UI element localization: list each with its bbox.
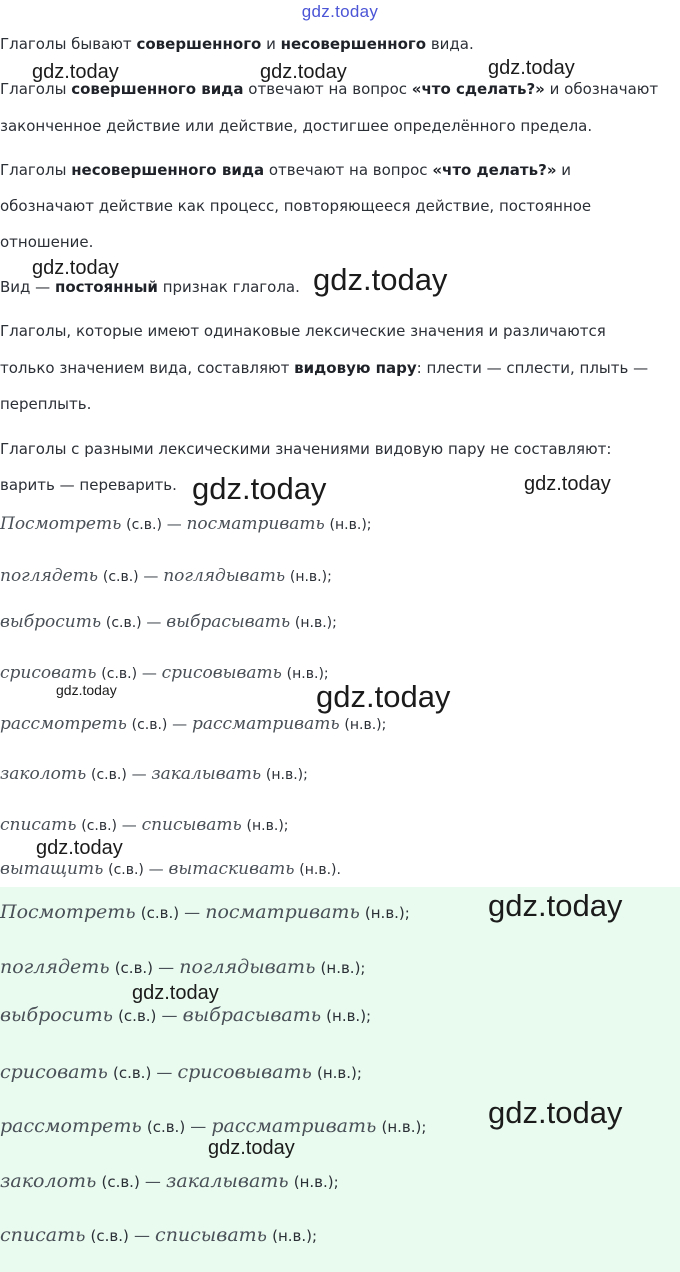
dash: — — [139, 1172, 166, 1191]
imperfective-verb: закалывать — [165, 1170, 289, 1192]
aspect-label: (с.в.) — [108, 862, 144, 878]
watermark: gdz.today — [488, 888, 623, 923]
punct: ; — [327, 569, 332, 585]
imperfective-verb: рассматривать — [211, 1115, 377, 1137]
watermark: gdz.today — [132, 982, 219, 1004]
watermark: gdz.today — [56, 682, 117, 698]
perfective-verb: рассмотреть — [0, 1115, 142, 1137]
text: Глаголы бывают — [0, 35, 137, 53]
punct: ; — [332, 615, 337, 631]
dash: — — [156, 1006, 183, 1025]
punct: ; — [283, 818, 289, 834]
punct: ; — [421, 1118, 427, 1136]
watermark: gdz.today — [32, 61, 119, 83]
imperfective-verb: выбрасывать — [182, 1004, 322, 1026]
bold-term: несовершенного — [280, 35, 427, 53]
answer-pair-6 — [0, 1170, 339, 1192]
perfective-verb: выбросить — [0, 1004, 113, 1026]
punct: ; — [356, 1064, 362, 1082]
aspect-label: (н.в.) — [293, 1173, 334, 1191]
text: и обозначают — [544, 80, 659, 98]
bold-term: совершенного вида — [71, 80, 244, 98]
punct: . — [336, 862, 341, 878]
watermark: gdz.today — [313, 262, 448, 297]
dash: — — [185, 1117, 212, 1136]
dash: — — [141, 613, 167, 631]
aspect-label: (с.в.) — [114, 959, 154, 977]
imperfective-verb: рассматривать — [191, 714, 340, 734]
imperfective-verb: вытаскивать — [168, 859, 295, 879]
watermark: gdz.today — [488, 57, 575, 79]
aspect-label: (н.в.) — [294, 615, 333, 631]
theory-line-4 — [0, 161, 571, 179]
answer-pair-2 — [0, 956, 365, 978]
punct: ; — [303, 767, 308, 783]
text: отвечают на вопрос — [243, 80, 412, 98]
watermark: gdz.today — [32, 257, 119, 279]
bold-term: совершенного — [136, 35, 262, 53]
verb-pair-7 — [0, 815, 289, 835]
theory-line-7 — [0, 278, 300, 296]
aspect-label: (с.в.) — [91, 767, 127, 783]
theory-line-10: переплыть. — [0, 395, 92, 413]
answer-pair-1 — [0, 901, 410, 923]
aspect-label: (с.в.) — [126, 517, 162, 533]
aspect-label: (н.в.) — [320, 959, 361, 977]
aspect-label: (с.в.) — [102, 569, 139, 585]
bold-term: несовершенного вида — [71, 161, 265, 179]
imperfective-verb: посматривать — [186, 514, 325, 534]
perfective-verb: списать — [0, 815, 77, 835]
theory-line-5: обозначают действие как процесс, повторяющееся действие, постоянное — [0, 197, 592, 215]
verb-pair-5 — [0, 714, 386, 734]
dash: — — [161, 515, 187, 533]
verb-pair-3 — [0, 612, 337, 632]
imperfective-verb: срисовывать — [177, 1061, 312, 1083]
perfective-verb: заколоть — [0, 1170, 97, 1192]
aspect-label: (н.в.) — [344, 717, 382, 733]
punct: ; — [381, 717, 387, 733]
watermark: gdz.today — [36, 837, 123, 859]
theory-line-8: Глаголы, которые имеют одинаковые лексические значения и различаются — [0, 322, 606, 340]
aspect-label: (с.в.) — [90, 1227, 129, 1245]
text: только значением вида, составляют — [0, 359, 295, 377]
aspect-label: (с.в.) — [131, 717, 168, 733]
aspect-label: (н.в.) — [286, 666, 324, 682]
answer-pair-3 — [0, 1004, 371, 1026]
theory-line-12: варить — переварить. — [0, 476, 177, 494]
aspect-label: (с.в.) — [101, 666, 138, 682]
aspect-label: (с.в.) — [101, 1173, 140, 1191]
dash: — — [138, 567, 164, 585]
perfective-verb: срисовать — [0, 663, 97, 683]
answer-pair-7 — [0, 1224, 317, 1246]
imperfective-verb: поглядывать — [163, 566, 286, 586]
text: Глаголы — [0, 80, 72, 98]
verb-pair-6 — [0, 764, 308, 784]
aspect-label: (н.в.) — [326, 1007, 367, 1025]
aspect-label: (н.в.) — [246, 818, 284, 834]
bold-term: видовую пару — [294, 359, 417, 377]
answer-pair-5 — [0, 1115, 426, 1137]
perfective-verb: вытащить — [0, 859, 104, 879]
text: признак глагола. — [157, 278, 300, 296]
watermark: gdz.today — [260, 61, 347, 83]
perfective-verb: рассмотреть — [0, 714, 127, 734]
theory-line-9 — [0, 359, 648, 377]
bold-term: «что сделать?» — [411, 80, 545, 98]
punct: ; — [366, 517, 372, 533]
watermark: gdz.today — [208, 1137, 295, 1159]
aspect-label: (н.в.) — [272, 1227, 313, 1245]
theory-line-11: Глаголы с разными лексическими значениями видовую пару не составляют: — [0, 440, 612, 458]
aspect-label: (н.в.) — [299, 862, 337, 878]
imperfective-verb: поглядывать — [179, 956, 316, 978]
watermark: gdz.today — [316, 679, 451, 714]
dash: — — [167, 715, 192, 733]
punct: ; — [312, 1227, 318, 1245]
top-watermark: gdz.today — [301, 2, 379, 21]
dash: — — [143, 860, 169, 878]
theory-line-3: законченное действие или действие, достигшее определённого предела. — [0, 117, 593, 135]
imperfective-verb: выбрасывать — [166, 612, 291, 632]
imperfective-verb: списывать — [155, 1224, 268, 1246]
bold-term: «что делать?» — [432, 161, 557, 179]
perfective-verb: списать — [0, 1224, 86, 1246]
aspect-label: (с.в.) — [81, 818, 118, 834]
dash: — — [153, 958, 180, 977]
aspect-label: (с.в.) — [118, 1007, 157, 1025]
perfective-verb: Посмотреть — [0, 514, 122, 534]
text: Глаголы — [0, 161, 72, 179]
text: вида. — [426, 35, 474, 53]
watermark: gdz.today — [192, 471, 327, 506]
text: отвечают на вопрос — [264, 161, 433, 179]
aspect-label: (с.в.) — [105, 615, 142, 631]
punct: ; — [333, 1173, 339, 1191]
theory-line-1 — [0, 35, 474, 53]
dash: — — [179, 903, 206, 922]
dash: — — [117, 816, 142, 834]
aspect-label: (н.в.) — [364, 904, 405, 922]
punct: ; — [360, 959, 366, 977]
perfective-verb: выбросить — [0, 612, 102, 632]
aspect-label: (н.в.) — [265, 767, 304, 783]
verb-pair-4 — [0, 663, 329, 683]
aspect-label: (с.в.) — [140, 904, 180, 922]
text: : плести — сплести, плыть — — [416, 359, 649, 377]
text: и — [261, 35, 281, 53]
perfective-verb: поглядеть — [0, 566, 99, 586]
verb-pair-8 — [0, 859, 341, 879]
aspect-label: (н.в.) — [329, 517, 367, 533]
watermark: gdz.today — [488, 1095, 623, 1130]
verb-pair-1 — [0, 514, 372, 534]
perfective-verb: поглядеть — [0, 956, 110, 978]
punct: ; — [404, 904, 410, 922]
verb-pair-2 — [0, 566, 332, 586]
text: и — [556, 161, 572, 179]
text: Вид — — [0, 278, 55, 296]
aspect-label: (н.в.) — [289, 569, 328, 585]
dash: — — [128, 1226, 156, 1245]
dash: — — [151, 1063, 178, 1082]
aspect-label: (н.в.) — [381, 1118, 422, 1136]
perfective-verb: Посмотреть — [0, 901, 136, 923]
aspect-label: (н.в.) — [316, 1064, 357, 1082]
watermark: gdz.today — [524, 473, 611, 495]
punct: ; — [323, 666, 329, 682]
imperfective-verb: списывать — [141, 815, 242, 835]
dash: — — [126, 765, 152, 783]
bold-term: постоянный — [54, 278, 158, 296]
aspect-label: (с.в.) — [146, 1118, 186, 1136]
imperfective-verb: закалывать — [151, 764, 262, 784]
imperfective-verb: срисовывать — [161, 663, 282, 683]
dash: — — [137, 664, 162, 682]
answer-pair-4 — [0, 1061, 362, 1083]
theory-line-6: отношение. — [0, 233, 94, 251]
aspect-label: (с.в.) — [112, 1064, 152, 1082]
punct: ; — [366, 1007, 372, 1025]
imperfective-verb: посматривать — [205, 901, 360, 923]
perfective-verb: заколоть — [0, 764, 87, 784]
perfective-verb: срисовать — [0, 1061, 108, 1083]
